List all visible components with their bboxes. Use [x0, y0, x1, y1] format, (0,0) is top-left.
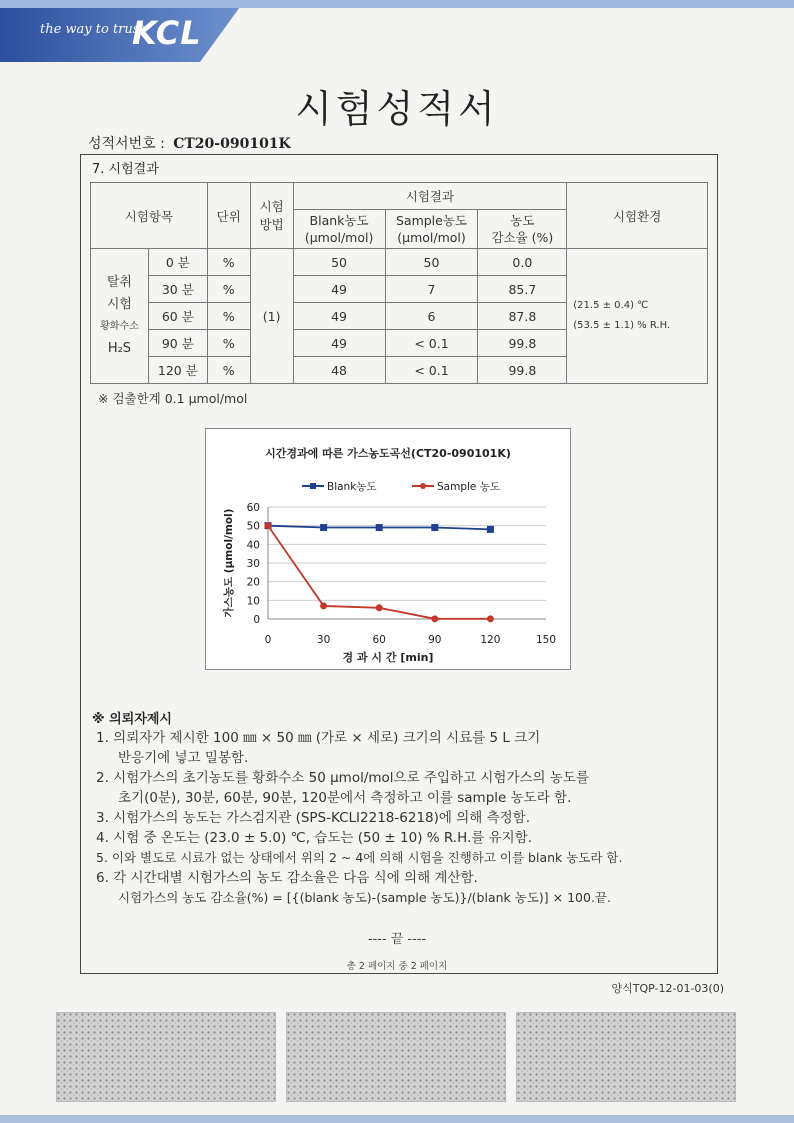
gas-formula: H₂S — [107, 341, 132, 356]
results-table — [90, 182, 708, 384]
page-info: 총 2 페이지 중 2 페이지 — [346, 961, 448, 972]
header-test-item: 시험항목 — [91, 183, 208, 249]
time-cell: 0 분 — [148, 249, 207, 276]
x-axis-label: 경 과 시 간 [min] — [342, 651, 434, 664]
data-point — [320, 524, 327, 531]
request-line: 시험가스의 농도 감소율(%) = [{(blank 농도)-(sample 농도)}/(blank 농도)] × 100.끝. — [118, 890, 611, 905]
method-cell: (1) — [250, 249, 293, 384]
time-cell: 30 분 — [148, 276, 207, 303]
kcl-logo: KCL — [132, 14, 202, 52]
time-cell: 60 분 — [148, 303, 207, 330]
request-line: 3. 시험가스의 농도는 가스검지관 (SPS-KCLI2218-6218)에 의해 측정함. — [96, 810, 531, 826]
data-point — [376, 604, 383, 611]
data-point — [320, 602, 327, 609]
y-tick-label: 60 — [246, 502, 260, 514]
header-blank: Blank농도 (μmol/mol) — [293, 210, 385, 249]
request-line: 1. 의뢰자가 제시한 100 ㎜ × 50 ㎜ (가로 × 세로) 크기의 시료를 5 L 크기 — [96, 730, 541, 746]
env-humidity: (53.5 ± 1.1) % R.H. — [573, 320, 671, 331]
chart-title: 시간경과에 따른 가스농도곡선(CT20-090101K) — [265, 447, 511, 460]
unit-cell: % — [207, 249, 250, 276]
request-line: 초기(0분), 30분, 60분, 90분, 120분에서 측정하고 이를 sample 농도라 함. — [118, 790, 572, 806]
sample-cell: 6 — [385, 303, 478, 330]
y-tick-label: 20 — [246, 576, 260, 589]
request-line: 반응기에 넣고 밀봉함. — [118, 750, 249, 766]
x-tick-label: 60 — [372, 634, 386, 646]
legend-label: Sample 농도 — [437, 481, 500, 493]
end-mark: ---- 끝 ---- — [367, 932, 427, 947]
data-point — [431, 615, 438, 622]
data-point — [265, 522, 272, 529]
form-number: 양식TQP-12-01-03(0) — [611, 982, 724, 995]
reduction-cell: 85.7 — [478, 276, 567, 303]
test-item-cell — [91, 249, 149, 384]
blank-cell: 49 — [293, 330, 385, 357]
blank-cell: 48 — [293, 357, 385, 384]
certificate-number-label: 성적서번호 : — [88, 136, 165, 152]
bottom-band — [0, 1115, 794, 1123]
certificate-number — [88, 133, 291, 153]
data-point — [487, 526, 494, 533]
header-test-method: 시험 방법 — [250, 183, 293, 249]
x-tick-label: 0 — [264, 634, 272, 646]
security-pattern-right — [516, 1012, 736, 1102]
sample-cell: 50 — [385, 249, 478, 276]
sample-cell: < 0.1 — [385, 330, 478, 357]
test-item-name: 탈취 시험 — [106, 275, 132, 312]
header-reduction: 농도 감소율 (%) — [478, 210, 567, 249]
data-point — [376, 524, 383, 531]
table-row — [91, 249, 708, 276]
security-pattern-middle — [286, 1012, 506, 1102]
reduction-cell: 99.8 — [478, 357, 567, 384]
reduction-cell: 87.8 — [478, 303, 567, 330]
blank-cell: 49 — [293, 276, 385, 303]
y-tick-label: 50 — [246, 520, 260, 533]
requests-list — [96, 728, 706, 908]
unit-cell: % — [207, 357, 250, 384]
security-pattern-left — [56, 1012, 276, 1102]
reduction-cell: 99.8 — [478, 330, 567, 357]
header-sample: Sample농도 (μmol/mol) — [385, 210, 478, 249]
unit-cell: % — [207, 276, 250, 303]
data-point — [487, 615, 494, 622]
y-axis-label: 가스농도 (μmol/mol) — [223, 508, 235, 618]
y-tick-label: 30 — [246, 558, 260, 570]
data-point — [431, 524, 438, 531]
x-tick-label: 30 — [316, 634, 331, 646]
request-line: 4. 시험 중 온도는 (23.0 ± 5.0) ℃, 습도는 (50 ± 10) % R.H.를 유지함. — [96, 830, 533, 846]
unit-cell: % — [207, 330, 250, 357]
header-environment: 시험환경 — [567, 183, 708, 249]
time-cell: 90 분 — [148, 330, 207, 357]
requests-title: ※ 의뢰자제시 — [92, 712, 172, 727]
legend-marker — [310, 483, 316, 489]
y-tick-label: 10 — [246, 595, 260, 608]
section-title: 7. 시험결과 — [92, 162, 159, 177]
sample-cell: 7 — [385, 276, 478, 303]
blank-cell: 50 — [293, 249, 385, 276]
legend-label: Blank농도 — [327, 481, 377, 493]
chart-box — [205, 428, 571, 670]
x-tick-label: 150 — [535, 634, 557, 646]
unit-cell: % — [207, 303, 250, 330]
x-tick-label: 90 — [428, 634, 442, 646]
sample-cell: < 0.1 — [385, 357, 478, 384]
concentration-chart — [206, 429, 570, 669]
env-temperature: (21.5 ± 0.4) ℃ — [573, 300, 649, 311]
request-line: 6. 각 시간대별 시험가스의 농도 감소율은 다음 식에 의해 계산함. — [96, 870, 478, 886]
y-tick-label: 0 — [253, 614, 260, 626]
x-tick-label: 120 — [480, 634, 501, 646]
request-line: 2. 시험가스의 초기농도를 황화수소 50 μmol/mol으로 주입하고 시험가스의 농도를 — [96, 770, 589, 786]
page-title: 시험성적서 — [295, 87, 499, 131]
environment-cell — [567, 249, 708, 384]
time-cell: 120 분 — [148, 357, 207, 384]
request-line: 5. 이와 별도로 시료가 없는 상태에서 위의 2 ~ 4에 의해 시험을 진행하고 이를 blank 농도라 함. — [96, 850, 623, 865]
certificate-number-value: CT20-090101K — [173, 136, 291, 152]
blank-cell: 49 — [293, 303, 385, 330]
header-unit: 단위 — [207, 183, 250, 249]
slogan: the way to trust — [40, 22, 145, 37]
header-test-result: 시험결과 — [293, 183, 567, 210]
y-tick-label: 40 — [246, 539, 260, 552]
gas-name: 황화수소 — [100, 321, 139, 332]
detection-limit-note: ※ 검출한계 0.1 μmol/mol — [98, 391, 248, 406]
reduction-cell: 0.0 — [478, 249, 567, 276]
legend-marker — [420, 483, 426, 489]
